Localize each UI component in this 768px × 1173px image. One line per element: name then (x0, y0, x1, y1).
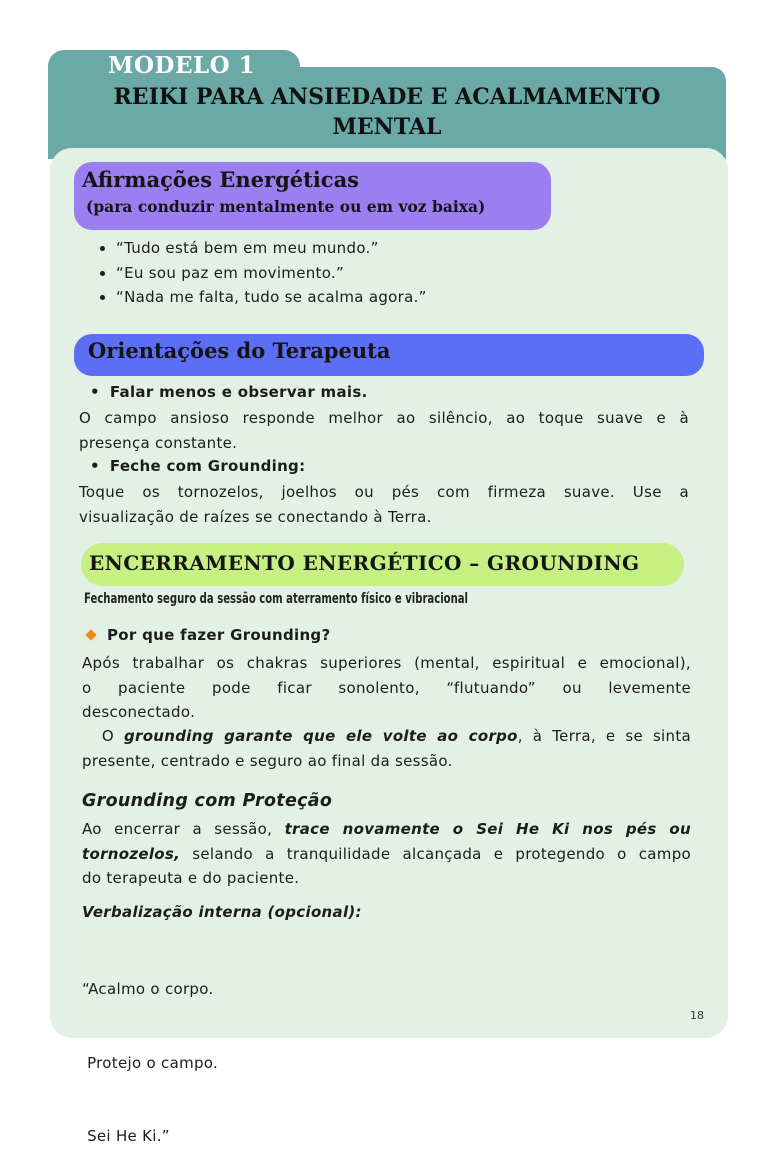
body-line: Após trabalhar os chakras superiores (mental, espiritual e emocional), (82, 654, 691, 672)
text-run: O (101, 727, 124, 745)
text-run: Ao encerrar a sessão, (82, 820, 285, 838)
page-title-line1: REIKI PARA ANSIEDADE E ACALMAMENTO (113, 84, 661, 110)
body-line: visualização de raízes se conectando à Terra. (79, 507, 432, 526)
affirmations-subtitle: (para conduzir mentalmente ou em voz baixa) (86, 197, 486, 216)
list-item: • “Eu sou paz em movimento.” (116, 261, 427, 286)
affirmations-list (90, 236, 427, 310)
list-item: • “Tudo está bem em meu mundo.” (116, 236, 427, 261)
closing-subtitle: Fechamento seguro da sessão com aterramento físico e vibracional (84, 591, 469, 607)
emphasis-text: trace novamente o Sei He Ki nos pés ou (284, 820, 691, 838)
page-title (48, 82, 726, 142)
why-grounding-paragraph (82, 651, 691, 725)
protection-heading: Grounding com Proteção (82, 791, 333, 811)
body-line: O campo ansioso responde melhor ao silêncio, ao toque suave e à (79, 409, 689, 427)
why-grounding-text: Por que fazer Grounding? (107, 626, 331, 644)
list-item: • “Nada me falta, tudo se acalma agora.” (116, 285, 427, 310)
protection-paragraph (82, 817, 691, 891)
verbalization-heading: Verbalização interna (opcional): (82, 903, 362, 921)
body-line: o paciente pode ficar sonolento, “flutuando” ou levemente (82, 678, 691, 697)
verbalization-text (82, 928, 218, 1173)
body-line: desconectado. (82, 703, 196, 721)
verbalization-line: Sei He Ki.” (82, 1127, 170, 1145)
orientation-point-1-head: • Falar menos e observar mais. (90, 383, 368, 401)
text-run: , à Terra, e se sinta (517, 727, 692, 745)
verbalization-line: “Acalmo o corpo. (82, 980, 214, 998)
body-line: do terapeuta e do paciente. (82, 869, 300, 887)
body-line (82, 724, 691, 749)
page-number: 18 (690, 1009, 704, 1022)
closing-title: ENCERRAMENTO ENERGÉTICO – GROUNDING (89, 551, 640, 575)
body-line (82, 817, 691, 842)
verbalization-line: Protejo o campo. (82, 1053, 219, 1072)
body-line: Toque os tornozelos, joelhos ou pés com firmeza suave. Use a (79, 483, 689, 501)
guarantee-paragraph (82, 724, 691, 773)
body-line: presente, centrado e seguro ao final da sessão. (82, 751, 453, 770)
diamond-bullet-icon (85, 629, 96, 640)
orientation-point-2-head: • Feche com Grounding: (90, 457, 305, 475)
page-title-line2: MENTAL (332, 114, 442, 140)
affirmations-title: Afirmações Energéticas (82, 167, 360, 192)
orientation-point-1-body (79, 406, 689, 455)
orientation-point-2-body (79, 480, 689, 529)
model-label: MODELO 1 (108, 52, 256, 79)
emphasis-text: grounding garante que ele volte ao corpo (123, 727, 518, 745)
body-line (82, 842, 691, 867)
orientations-title: Orientações do Terapeuta (88, 338, 391, 363)
why-grounding-heading (85, 626, 330, 644)
text-run: selando a tranquilidade alcançada e protegendo o campo (180, 844, 691, 863)
emphasis-text: tornozelos, (82, 844, 181, 863)
body-line: presença constante. (79, 433, 238, 452)
